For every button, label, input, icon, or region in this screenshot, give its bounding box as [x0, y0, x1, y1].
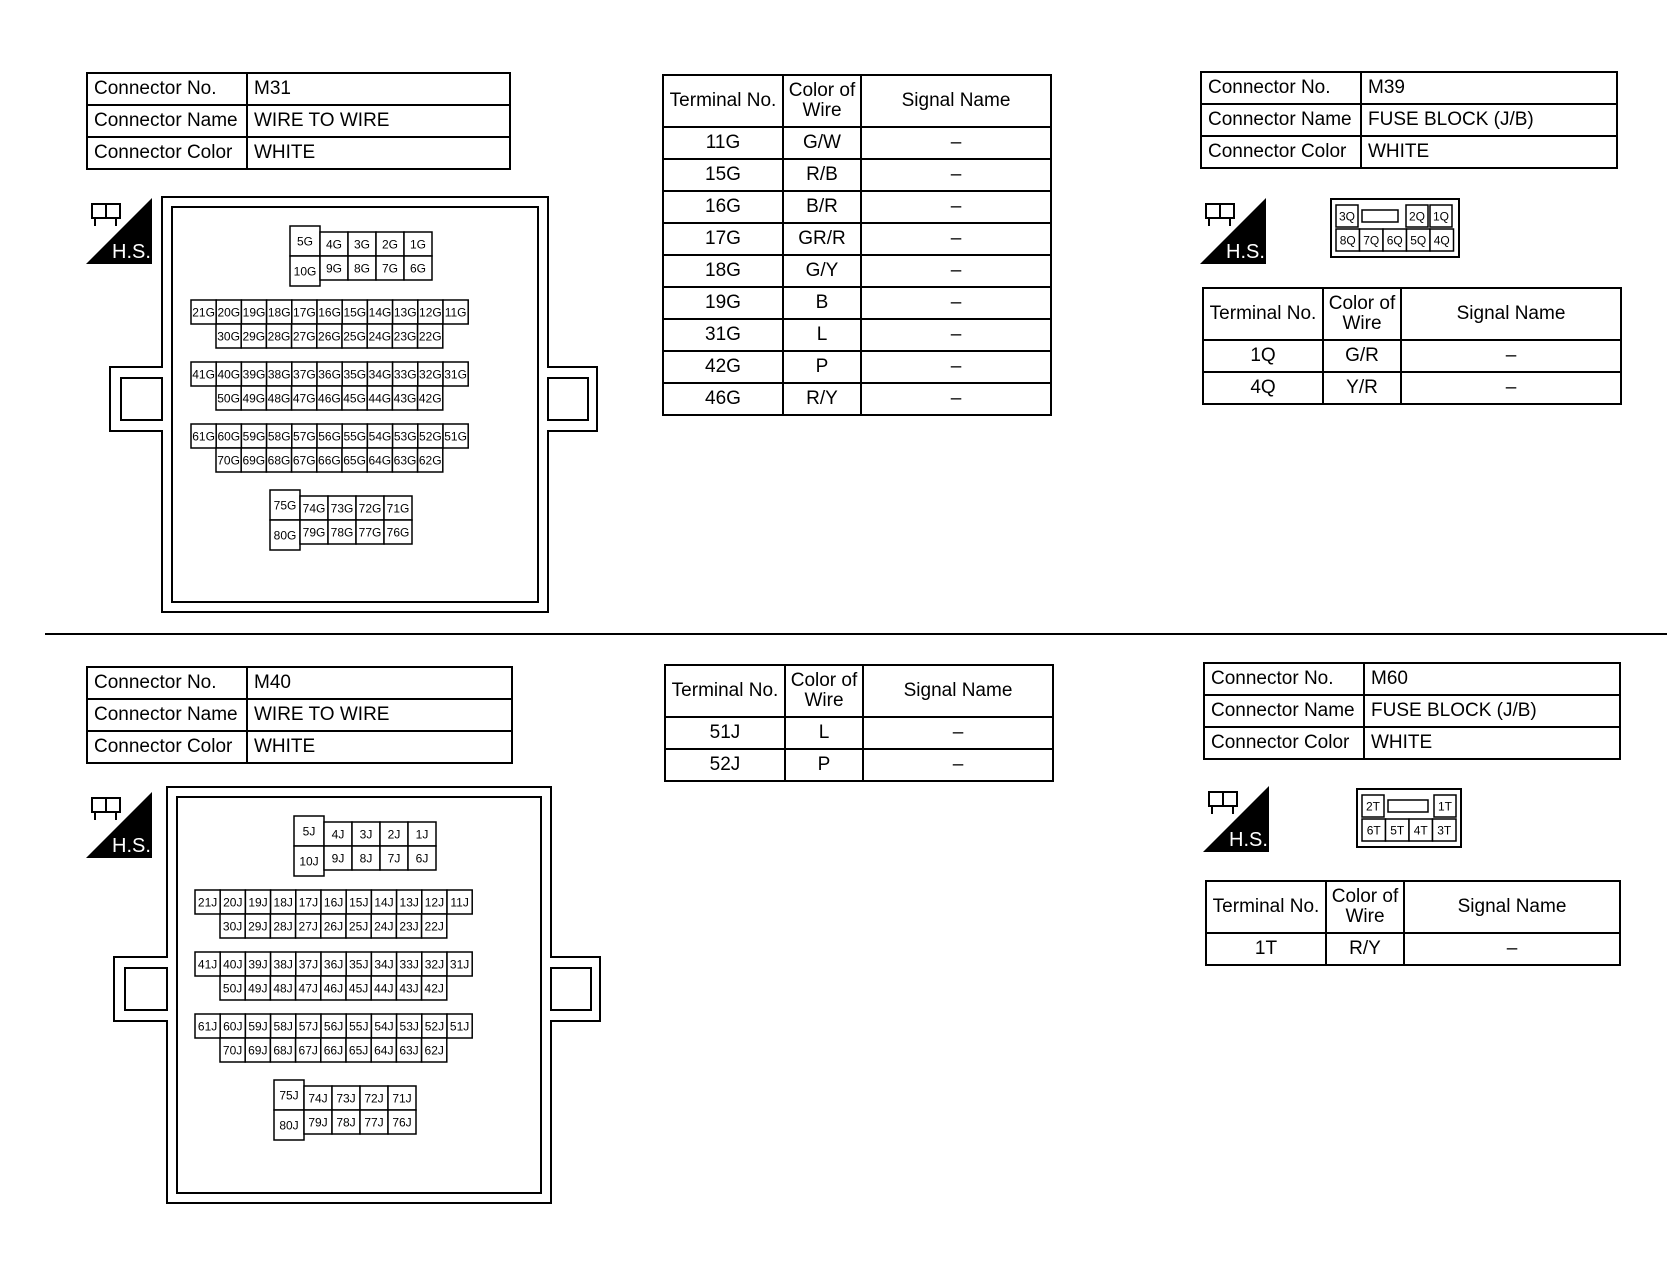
- signal-name-cell: –: [861, 351, 1051, 383]
- wire-color-cell: P: [785, 749, 863, 781]
- m60-terminal-table: [1205, 880, 1621, 966]
- pin-label: 5T: [1390, 823, 1405, 838]
- connector-no-label: Connector No.: [1204, 663, 1364, 695]
- pin-label: 24G: [368, 329, 392, 344]
- pin-label: 71J: [392, 1091, 412, 1106]
- pin-label: 40G: [217, 367, 241, 382]
- pin-label: 8G: [353, 261, 371, 276]
- pin-label: 5J: [302, 824, 316, 839]
- pin-label: 76J: [392, 1115, 412, 1130]
- pin-label: 53J: [399, 1019, 419, 1034]
- signal-name-cell: –: [861, 127, 1051, 159]
- pin-label: 80G: [273, 528, 297, 543]
- pin-label: 17G: [293, 305, 316, 320]
- connector-color-label: Connector Color: [87, 731, 247, 763]
- pin-label: 3T: [1437, 823, 1452, 838]
- color-of-wire-header: Color of Wire: [785, 665, 863, 717]
- pin-label: 39J: [248, 957, 268, 972]
- signal-name-header: Signal Name: [1404, 881, 1620, 933]
- table-row: [663, 223, 1051, 255]
- pin-label: 40J: [223, 957, 243, 972]
- pin-label: 3Q: [1338, 209, 1356, 224]
- terminal-no-header: Terminal No.: [1203, 288, 1323, 340]
- pin-label: 1J: [415, 827, 429, 842]
- pin-label: 10J: [299, 854, 319, 869]
- pin-label: 5G: [296, 234, 314, 249]
- section-divider: [45, 633, 1667, 635]
- pin-label: 75J: [279, 1088, 299, 1103]
- pin-label: 14G: [368, 305, 392, 320]
- pin-label: 48J: [273, 981, 293, 996]
- connector-no-label: Connector No.: [87, 667, 247, 699]
- m40-connector-no: M40: [247, 667, 512, 699]
- pin-label: 62G: [418, 453, 442, 468]
- pin-label: 79G: [302, 525, 326, 540]
- pin-label: 80J: [279, 1118, 299, 1133]
- signal-name-cell: –: [861, 319, 1051, 351]
- pin-label: 1G: [409, 237, 427, 252]
- pin-label: 49G: [242, 391, 266, 406]
- table-row: [665, 749, 1053, 781]
- pin-label: 13J: [399, 895, 419, 910]
- pin-label: 60G: [217, 429, 241, 444]
- terminal-no-cell: 1Q: [1203, 340, 1323, 372]
- pin-label: 70G: [217, 453, 240, 468]
- pin-label: 9G: [325, 261, 343, 276]
- pin-label: 50G: [217, 391, 240, 406]
- pin-label: 21G: [192, 305, 215, 320]
- wire-color-cell: R/Y: [1326, 933, 1404, 965]
- pin-label: 27G: [292, 329, 316, 344]
- hs-label: H.S.: [112, 241, 151, 263]
- pin-label: 76G: [386, 525, 410, 540]
- pin-label: 56G: [318, 429, 341, 444]
- pin-label: 68J: [273, 1043, 293, 1058]
- wire-color-cell: L: [785, 717, 863, 749]
- pin-label: 62J: [424, 1043, 444, 1058]
- terminal-no-cell: 15G: [663, 159, 783, 191]
- wire-color-cell: B: [783, 287, 861, 319]
- terminal-no-header: Terminal No.: [1206, 881, 1326, 933]
- pin-label: 34G: [368, 367, 392, 382]
- pin-label: 26G: [318, 329, 341, 344]
- m31-connector-info: [86, 72, 511, 170]
- m39-connector-name: FUSE BLOCK (J/B): [1361, 104, 1617, 136]
- signal-name-cell: –: [1401, 340, 1621, 372]
- m40-connector-diagram: [104, 780, 604, 1210]
- pin-label: 3G: [353, 237, 371, 252]
- signal-name-header: Signal Name: [863, 665, 1053, 717]
- wire-color-cell: R/B: [783, 159, 861, 191]
- pin-label: 20G: [217, 305, 241, 320]
- pin-label: 31G: [444, 367, 467, 382]
- hs-icon: [1203, 786, 1269, 852]
- pin-label: 78G: [330, 525, 354, 540]
- pin-label: 30G: [217, 329, 240, 344]
- m40-connector-color: WHITE: [247, 731, 512, 763]
- pin-label: 20J: [223, 895, 243, 910]
- pin-label: 18J: [273, 895, 293, 910]
- blank-cavity: [1388, 800, 1428, 812]
- pin-label: 25J: [348, 919, 369, 934]
- pin-label: 16J: [323, 895, 344, 910]
- wire-color-cell: L: [783, 319, 861, 351]
- connector-color-label: Connector Color: [87, 137, 247, 169]
- m60-connector-diagram: [1356, 788, 1464, 850]
- table-row: [1203, 340, 1621, 372]
- pin-label: 63G: [393, 453, 417, 468]
- pin-label: 10G: [293, 264, 317, 279]
- pin-label: 58J: [273, 1019, 293, 1034]
- pin-label: 24J: [374, 919, 394, 934]
- pin-label: 37J: [298, 957, 319, 972]
- pin-label: 36J: [323, 957, 344, 972]
- pin-label: 58G: [267, 429, 291, 444]
- pin-label: 52G: [419, 429, 442, 444]
- pin-label: 11J: [450, 895, 469, 910]
- pin-label: 54J: [374, 1019, 394, 1034]
- color-of-wire-header: Color of Wire: [1323, 288, 1401, 340]
- pin-label: 33G: [393, 367, 417, 382]
- m60-connector-info: [1203, 662, 1621, 760]
- wire-color-cell: G/W: [783, 127, 861, 159]
- signal-name-header: Signal Name: [1401, 288, 1621, 340]
- signal-name-cell: –: [861, 287, 1051, 319]
- pin-label: 7Q: [1363, 233, 1380, 248]
- table-row: [663, 319, 1051, 351]
- signal-name-cell: –: [863, 717, 1053, 749]
- signal-name-cell: –: [1401, 372, 1621, 404]
- wire-color-cell: B/R: [783, 191, 861, 223]
- terminal-no-cell: 42G: [663, 351, 783, 383]
- pin-label: 78J: [336, 1115, 356, 1130]
- hs-icon: [1200, 198, 1266, 264]
- terminal-no-cell: 52J: [665, 749, 785, 781]
- pin-label: 38G: [267, 367, 291, 382]
- m60-connector-no: M60: [1364, 663, 1620, 695]
- pin-label: 2G: [381, 237, 399, 252]
- signal-name-cell: –: [861, 191, 1051, 223]
- pin-label: 28J: [273, 919, 293, 934]
- signal-name-cell: –: [861, 255, 1051, 287]
- pin-label: 74J: [308, 1091, 328, 1106]
- pin-label: 19G: [242, 305, 266, 320]
- table-row: [1206, 933, 1620, 965]
- pin-label: 23J: [399, 919, 419, 934]
- pin-label: 12J: [424, 895, 445, 910]
- pin-label: 77G: [358, 525, 382, 540]
- pin-label: 27J: [298, 919, 318, 934]
- pin-label: 29G: [242, 329, 266, 344]
- m39-connector-info: [1200, 71, 1618, 169]
- signal-name-cell: –: [863, 749, 1053, 781]
- pin-label: 44G: [368, 391, 392, 406]
- terminal-no-cell: 1T: [1206, 933, 1326, 965]
- pin-label: 1Q: [1432, 209, 1450, 224]
- connector-color-label: Connector Color: [1204, 727, 1364, 759]
- pin-label: 79J: [308, 1115, 328, 1130]
- pin-label: 33J: [399, 957, 419, 972]
- table-row: [663, 255, 1051, 287]
- m31-connector-no: M31: [247, 73, 510, 105]
- pin-label: 69G: [242, 453, 266, 468]
- pin-label: 21J: [197, 895, 218, 910]
- connector-color-label: Connector Color: [1201, 136, 1361, 168]
- m60-connector-name: FUSE BLOCK (J/B): [1364, 695, 1620, 727]
- pin-label: 5Q: [1410, 233, 1427, 248]
- pin-label: 72J: [364, 1091, 384, 1106]
- pin-label: 29J: [248, 919, 268, 934]
- pin-label: 64J: [374, 1043, 394, 1058]
- m60-pins: [1362, 795, 1456, 841]
- pin-label: 42G: [418, 391, 442, 406]
- signal-name-cell: –: [861, 223, 1051, 255]
- pin-label: 64G: [368, 453, 392, 468]
- pin-label: 73J: [336, 1091, 356, 1106]
- m40-connector-name: WIRE TO WIRE: [247, 699, 512, 731]
- connector-name-label: Connector Name: [87, 699, 247, 731]
- pin-label: 61J: [197, 1019, 218, 1034]
- m31-terminal-table: [662, 74, 1052, 416]
- pin-label: 71G: [386, 501, 410, 516]
- terminal-no-cell: 17G: [663, 223, 783, 255]
- pin-label: 46G: [318, 391, 341, 406]
- terminal-no-cell: 31G: [663, 319, 783, 351]
- signal-name-header: Signal Name: [861, 75, 1051, 127]
- pin-label: 69J: [248, 1043, 268, 1058]
- pin-label: 61G: [192, 429, 215, 444]
- terminal-no-cell: 19G: [663, 287, 783, 319]
- pin-label: 37G: [293, 367, 316, 382]
- m39-connector-color: WHITE: [1361, 136, 1617, 168]
- pin-label: 28G: [267, 329, 291, 344]
- wire-color-cell: P: [783, 351, 861, 383]
- pin-label: 63J: [399, 1043, 419, 1058]
- wire-color-cell: R/Y: [783, 383, 861, 415]
- pin-label: 6G: [409, 261, 427, 276]
- pin-label: 66J: [323, 1043, 344, 1058]
- pin-label: 49J: [248, 981, 268, 996]
- m40-terminal-table: [664, 664, 1054, 782]
- pin-label: 73G: [330, 501, 354, 516]
- pin-label: 9J: [331, 851, 345, 866]
- pin-label: 43G: [393, 391, 417, 406]
- pin-label: 22J: [424, 919, 444, 934]
- m39-terminal-table: [1202, 287, 1622, 405]
- pin-label: 51G: [444, 429, 467, 444]
- pin-label: 67G: [292, 453, 316, 468]
- pin-label: 6T: [1366, 823, 1381, 838]
- table-row: [1203, 372, 1621, 404]
- table-row: [663, 127, 1051, 159]
- pin-label: 31J: [449, 957, 470, 972]
- pin-label: 41J: [197, 957, 218, 972]
- pin-label: 52J: [424, 1019, 445, 1034]
- pin-label: 55J: [349, 1019, 369, 1034]
- pin-label: 57J: [298, 1019, 319, 1034]
- connector-no-label: Connector No.: [1201, 72, 1361, 104]
- pin-label: 75G: [273, 498, 297, 513]
- pin-label: 45J: [348, 981, 369, 996]
- pin-label: 15J: [349, 895, 369, 910]
- pin-label: 35J: [349, 957, 369, 972]
- m40-connector-info: [86, 666, 513, 764]
- connector-name-label: Connector Name: [1201, 104, 1361, 136]
- terminal-no-cell: 11G: [663, 127, 783, 159]
- pin-label: 14J: [374, 895, 394, 910]
- pin-label: 74G: [302, 501, 326, 516]
- color-of-wire-header: Color of Wire: [1326, 881, 1404, 933]
- pin-label: 43J: [399, 981, 419, 996]
- m60-connector-color: WHITE: [1364, 727, 1620, 759]
- wire-color-cell: Y/R: [1323, 372, 1401, 404]
- pin-label: 12G: [419, 305, 442, 320]
- pin-label: 42J: [424, 981, 444, 996]
- pin-label: 65G: [343, 453, 366, 468]
- blank-cavity: [1362, 210, 1398, 222]
- m31-pins: [191, 226, 468, 550]
- terminal-no-cell: 4Q: [1203, 372, 1323, 404]
- pin-label: 19J: [248, 895, 268, 910]
- hs-label: H.S.: [112, 835, 151, 857]
- pin-label: 59J: [248, 1019, 268, 1034]
- table-row: [663, 383, 1051, 415]
- m31-connector-color: WHITE: [247, 137, 510, 169]
- pin-label: 57G: [293, 429, 316, 444]
- table-row: [663, 159, 1051, 191]
- connector-no-label: Connector No.: [87, 73, 247, 105]
- pin-label: 2Q: [1408, 209, 1426, 224]
- table-row: [665, 717, 1053, 749]
- color-of-wire-header: Color of Wire: [783, 75, 861, 127]
- m39-connector-no: M39: [1361, 72, 1617, 104]
- pin-label: 48G: [267, 391, 291, 406]
- pin-label: 60J: [223, 1019, 243, 1034]
- terminal-no-cell: 18G: [663, 255, 783, 287]
- pin-label: 2J: [387, 827, 401, 842]
- wire-color-cell: G/R: [1323, 340, 1401, 372]
- pin-label: 38J: [273, 957, 293, 972]
- pin-label: 2T: [1365, 799, 1381, 814]
- pin-label: 4G: [325, 237, 343, 252]
- pin-label: 68G: [267, 453, 291, 468]
- pin-label: 67J: [298, 1043, 318, 1058]
- terminal-no-cell: 51J: [665, 717, 785, 749]
- pin-label: 66G: [318, 453, 341, 468]
- pin-label: 32J: [424, 957, 445, 972]
- terminal-no-cell: 46G: [663, 383, 783, 415]
- pin-label: 72G: [358, 501, 382, 516]
- pin-label: 77J: [364, 1115, 384, 1130]
- signal-name-cell: –: [861, 159, 1051, 191]
- table-row: [663, 351, 1051, 383]
- pin-label: 16G: [318, 305, 341, 320]
- pin-label: 46J: [323, 981, 344, 996]
- pin-label: 70J: [222, 1043, 243, 1058]
- pin-label: 6Q: [1386, 233, 1403, 248]
- m39-connector-diagram: [1330, 198, 1462, 260]
- pin-label: 34J: [374, 957, 394, 972]
- pin-label: 32G: [419, 367, 442, 382]
- pin-label: 44J: [374, 981, 394, 996]
- pin-label: 22G: [418, 329, 442, 344]
- pin-label: 8Q: [1339, 233, 1356, 248]
- m39-pins: [1336, 205, 1454, 251]
- pin-label: 55G: [343, 429, 367, 444]
- pin-label: 17J: [298, 895, 319, 910]
- pin-label: 8J: [359, 851, 373, 866]
- pin-label: 11G: [444, 305, 467, 320]
- pin-label: 53G: [393, 429, 417, 444]
- pin-label: 47G: [292, 391, 316, 406]
- pin-label: 4Q: [1433, 233, 1450, 248]
- pin-label: 15G: [343, 305, 367, 320]
- m31-connector-diagram: [100, 190, 600, 620]
- pin-label: 41G: [192, 367, 215, 382]
- pin-label: 7G: [381, 261, 399, 276]
- hs-label: H.S.: [1229, 829, 1268, 851]
- pin-label: 1T: [1437, 799, 1453, 814]
- pin-label: 4T: [1413, 823, 1428, 838]
- m40-pins: [195, 816, 472, 1140]
- connector-name-label: Connector Name: [1204, 695, 1364, 727]
- pin-label: 13G: [393, 305, 417, 320]
- table-row: [663, 287, 1051, 319]
- pin-label: 7J: [387, 851, 401, 866]
- pin-label: 30J: [222, 919, 243, 934]
- pin-label: 56J: [323, 1019, 344, 1034]
- pin-label: 65J: [348, 1043, 369, 1058]
- pin-label: 26J: [323, 919, 344, 934]
- pin-label: 45G: [343, 391, 366, 406]
- pin-label: 18G: [267, 305, 291, 320]
- terminal-no-header: Terminal No.: [663, 75, 783, 127]
- pin-label: 51J: [449, 1019, 470, 1034]
- pin-label: 35G: [343, 367, 367, 382]
- pin-label: 4J: [331, 827, 345, 842]
- pin-label: 6J: [415, 851, 429, 866]
- pin-label: 50J: [222, 981, 243, 996]
- hs-label: H.S.: [1226, 241, 1265, 263]
- terminal-no-header: Terminal No.: [665, 665, 785, 717]
- m31-connector-name: WIRE TO WIRE: [247, 105, 510, 137]
- signal-name-cell: –: [1404, 933, 1620, 965]
- pin-label: 3J: [359, 827, 373, 842]
- wire-color-cell: GR/R: [783, 223, 861, 255]
- pin-label: 36G: [318, 367, 341, 382]
- pin-label: 54G: [368, 429, 392, 444]
- pin-label: 47J: [298, 981, 318, 996]
- terminal-no-cell: 16G: [663, 191, 783, 223]
- table-row: [663, 191, 1051, 223]
- pin-label: 59G: [242, 429, 266, 444]
- pin-label: 25G: [343, 329, 366, 344]
- connector-name-label: Connector Name: [87, 105, 247, 137]
- signal-name-cell: –: [861, 383, 1051, 415]
- wire-color-cell: G/Y: [783, 255, 861, 287]
- pin-label: 23G: [393, 329, 417, 344]
- pin-label: 39G: [242, 367, 266, 382]
